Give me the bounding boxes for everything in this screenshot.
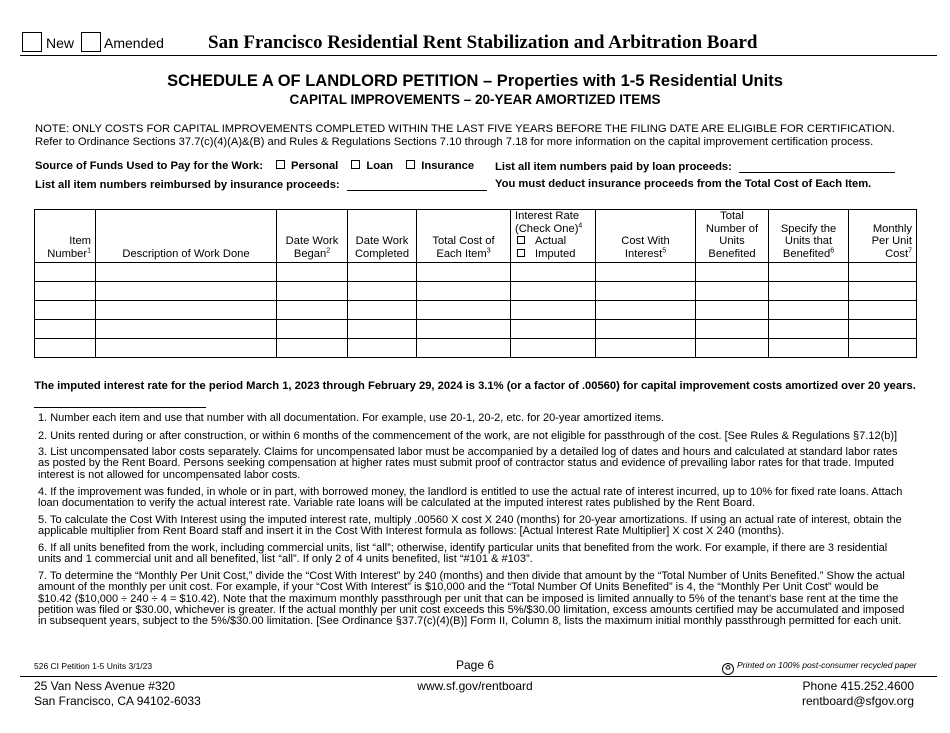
table-cell[interactable] — [696, 282, 769, 301]
table-cell[interactable] — [277, 263, 348, 282]
address-line-2: San Francisco, CA 94102-6033 — [34, 693, 201, 708]
page-subtitle: CAPITAL IMPROVEMENTS – 20-YEAR AMORTIZED ITEMS — [289, 92, 661, 107]
page-title: SCHEDULE A OF LANDLORD PETITION – Properties with 1-5 Residential Units — [167, 72, 783, 90]
table-cell[interactable] — [511, 301, 596, 320]
col-item-number: Item Number$^1$ — [35, 210, 96, 263]
table-cell[interactable] — [417, 301, 511, 320]
table-cell[interactable] — [35, 320, 96, 339]
col-date-began: Date Work Began$^2$ — [277, 210, 348, 263]
table-cell[interactable] — [596, 263, 696, 282]
footnote-4: 4. If the improvement was funded, in whole or in part, with borrowed money, the landlord is entitled to use the actual rate of interest incurred, up to 10% for fixed rate loans. Attach loan documentation to verify the actual interest rate. Variable rate loans will be calculated at the imputed interest rates published by the Rent Board. — [38, 486, 903, 510]
table-cell[interactable] — [96, 301, 277, 320]
table-cell[interactable] — [769, 282, 849, 301]
table-cell[interactable] — [348, 320, 417, 339]
table-cell[interactable] — [96, 339, 277, 358]
insurance-checkbox[interactable] — [406, 160, 415, 169]
amended-label: Amended — [104, 35, 164, 51]
table-cell[interactable] — [35, 301, 96, 320]
eligibility-note: NOTE: ONLY COSTS FOR CAPITAL IMPROVEMENTS COMPLETED WITHIN THE LAST FIVE YEARS BEFORE THE FILING DATE ARE ELIGIBLE FOR CERTIFICATION. — [35, 123, 895, 135]
ordinance-reference: Refer to Ordinance Sections 37.7(c)(4)(A)&(B) and Rules & Regulations Sections 7.10 through 7.18 for more information on the capital improvement certification process. — [35, 136, 874, 148]
amended-checkbox[interactable] — [81, 32, 101, 52]
col-description: Description of Work Done — [96, 210, 277, 263]
table-cell[interactable] — [696, 263, 769, 282]
capital-improvements-table — [34, 209, 917, 358]
table-cell[interactable] — [849, 282, 917, 301]
table-cell[interactable] — [596, 301, 696, 320]
col-monthly-cost: Monthly Per Unit Cost$^7$ — [849, 210, 917, 263]
table-cell[interactable] — [277, 320, 348, 339]
table-cell[interactable] — [277, 282, 348, 301]
table-cell[interactable] — [35, 263, 96, 282]
table-cell[interactable] — [769, 263, 849, 282]
personal-checkbox[interactable] — [276, 160, 285, 169]
footnote-6: 6. If all units benefited from the work, including commercial units, list “all”; otherwise, identify particular units that benefited from the work. For example, if there are 3 residential units and 1 commercial unit and all benefited, list “all”. If only 2 of 4 units benefited, list “#101 & #103”. — [38, 542, 888, 566]
footer-divider — [20, 676, 937, 677]
table-cell[interactable] — [596, 282, 696, 301]
funds-source-label: Source of Funds Used to Pay for the Work: — [35, 160, 263, 172]
footnote-1: 1. Number each item and use that number with all documentation. For example, use 20-1, 20-2, etc. for 20-year amortized items. — [38, 412, 665, 424]
table-cell[interactable] — [769, 320, 849, 339]
table-cell[interactable] — [96, 320, 277, 339]
header-divider — [20, 55, 937, 56]
insurance-items-row — [35, 178, 487, 191]
table-cell[interactable] — [596, 339, 696, 358]
board-name: San Francisco Residential Rent Stabilization and Arbitration Board — [208, 32, 758, 53]
insurance-items-label: List all item numbers reimbursed by insurance proceeds: — [35, 179, 340, 191]
table-cell[interactable] — [417, 339, 511, 358]
table-cell[interactable] — [596, 320, 696, 339]
footnote-3: 3. List uncompensated labor costs separately. Claims for uncompensated labor must be accompanied by a detailed log of dates and hours and calculated at standard labor rates as posted by the Rent Board. Persons seeking compensation at higher rates must submit proof of contractor status and evidence of prevailing labor rates for that trade. Imputed interest is not allowed for uncompensated labor costs. — [38, 446, 898, 481]
page-number: Page 6 — [455, 658, 495, 672]
table-cell[interactable] — [417, 263, 511, 282]
phone-number: Phone 415.252.4600 — [802, 679, 914, 693]
table-cell[interactable] — [511, 320, 596, 339]
table-cell[interactable] — [849, 320, 917, 339]
table-row — [35, 339, 917, 358]
table-cell[interactable] — [96, 282, 277, 301]
footnote-divider — [34, 407, 206, 408]
col-cost-with-interest: Cost With Interest$^5$ — [596, 210, 696, 263]
col-date-completed: Date Work Completed — [348, 210, 417, 263]
insurance-label: Insurance — [421, 160, 475, 172]
col-units-benefited: Total Number of Units Benefited — [696, 210, 769, 263]
col-specify-units: Specify the Units that Benefited$^6$ — [769, 210, 849, 263]
email-link[interactable]: rentboard@sfgov.org — [801, 693, 914, 708]
table-row — [35, 282, 917, 301]
actual-rate-checkbox[interactable] — [517, 236, 525, 244]
new-checkbox[interactable] — [22, 32, 42, 52]
loan-items-row — [495, 160, 895, 173]
table-row — [35, 263, 917, 282]
website-link[interactable]: www.sf.gov/rentboard — [417, 679, 533, 693]
table-cell[interactable] — [769, 339, 849, 358]
table-cell[interactable] — [348, 263, 417, 282]
table-cell[interactable] — [417, 320, 511, 339]
footnote-5: 5. To calculate the Cost With Interest using the imputed interest rate, multiply .00560 X cost X 240 (months) for 20-year amortizations. If using an actual rate of interest, obtain the applicable multiplier from Rent Board staff and insert it in the Cost With Interest formula as follows: [Actual Interest Rate Multiplier] X cost X 240 (months). — [38, 514, 902, 538]
table-cell[interactable] — [696, 339, 769, 358]
table-cell[interactable] — [277, 301, 348, 320]
table-cell[interactable] — [696, 320, 769, 339]
funds-source-row — [35, 160, 474, 172]
table-cell[interactable] — [417, 282, 511, 301]
col-total-cost: Total Cost of Each Item$^3$ — [417, 210, 511, 263]
table-row — [35, 301, 917, 320]
table-row — [35, 320, 917, 339]
loan-items-label: List all item numbers paid by loan proceeds: — [495, 161, 732, 173]
table-cell[interactable] — [849, 301, 917, 320]
loan-label: Loan — [366, 160, 394, 172]
recycled-note: ♻ Printed on 100% post-consumer recycled paper — [722, 660, 917, 675]
table-cell[interactable] — [35, 339, 96, 358]
table-header-row — [35, 210, 917, 263]
table-cell[interactable] — [849, 263, 917, 282]
table-cell[interactable] — [511, 339, 596, 358]
table-cell[interactable] — [348, 301, 417, 320]
imputed-rate-statement: The imputed interest rate for the period March 1, 2023 through February 29, 2024 is 3.1% (or a factor of .00560) for capital improvement costs amortized over 20 years. — [34, 380, 916, 392]
footnote-7: 7. To determine the “Monthly Per Unit Cost,” divide the “Cost With Interest” by 240 (months) and then divide that amount by the “Total Number of Units Benefited.” Show the actual amount of the monthly per unit cost. For example, if your “Cost With Interest” is $10,000 and the “Total Number Of Units Benefited” is 4, the “Monthly Per Unit Cost” would be $10.42 ($10,000 ÷ 240 ÷ 4 = $10.42). Note that the maximum monthly passthrough per unit that can be imposed is limited annually to 5% of the tenant’s base rent at the time the petition was filed or $30.00, whichever is greater. If the actual monthly per unit cost exceeds this 5%/$30.00 limitation, excess amounts certified may be accumulated and imposed in subsequent years, subject to the 5%/$30.00 limitation. [See Ordinance §37.7(c)(4)(B)] Form II, Column 8, lists the maximum initial monthly passthrough permitted for each unit. — [38, 570, 905, 628]
table-cell[interactable] — [277, 339, 348, 358]
deduct-note: You must deduct insurance proceeds from the Total Cost of Each Item. — [495, 178, 872, 190]
table-cell[interactable] — [769, 301, 849, 320]
table-cell[interactable] — [696, 301, 769, 320]
insurance-items-field[interactable] — [347, 178, 487, 191]
form-id: 526 CI Petition 1-5 Units 3/1/23 — [34, 661, 153, 671]
loan-checkbox[interactable] — [351, 160, 360, 169]
recycle-icon: ♻ — [722, 663, 734, 675]
table-cell[interactable] — [511, 282, 596, 301]
loan-items-field[interactable] — [739, 160, 895, 173]
col-interest-rate: Interest Rate (Check One)$^4$ Actual Imputed — [511, 210, 596, 263]
table-cell[interactable] — [348, 339, 417, 358]
address-line-1: 25 Van Ness Avenue #320 — [34, 679, 175, 693]
table-cell[interactable] — [511, 263, 596, 282]
new-label: New — [46, 35, 75, 51]
footnote-2: 2. Units rented during or after construction, or within 6 months of the commencement of the work, are not eligible for passthrough of the cost. [See Rules & Regulations §7.12(b)] — [38, 430, 898, 442]
personal-label: Personal — [291, 160, 339, 172]
table-cell[interactable] — [96, 263, 277, 282]
contact-info — [802, 679, 914, 708]
imputed-rate-checkbox[interactable] — [517, 249, 525, 257]
table-cell[interactable] — [348, 282, 417, 301]
table-cell[interactable] — [35, 282, 96, 301]
table-cell[interactable] — [849, 339, 917, 358]
